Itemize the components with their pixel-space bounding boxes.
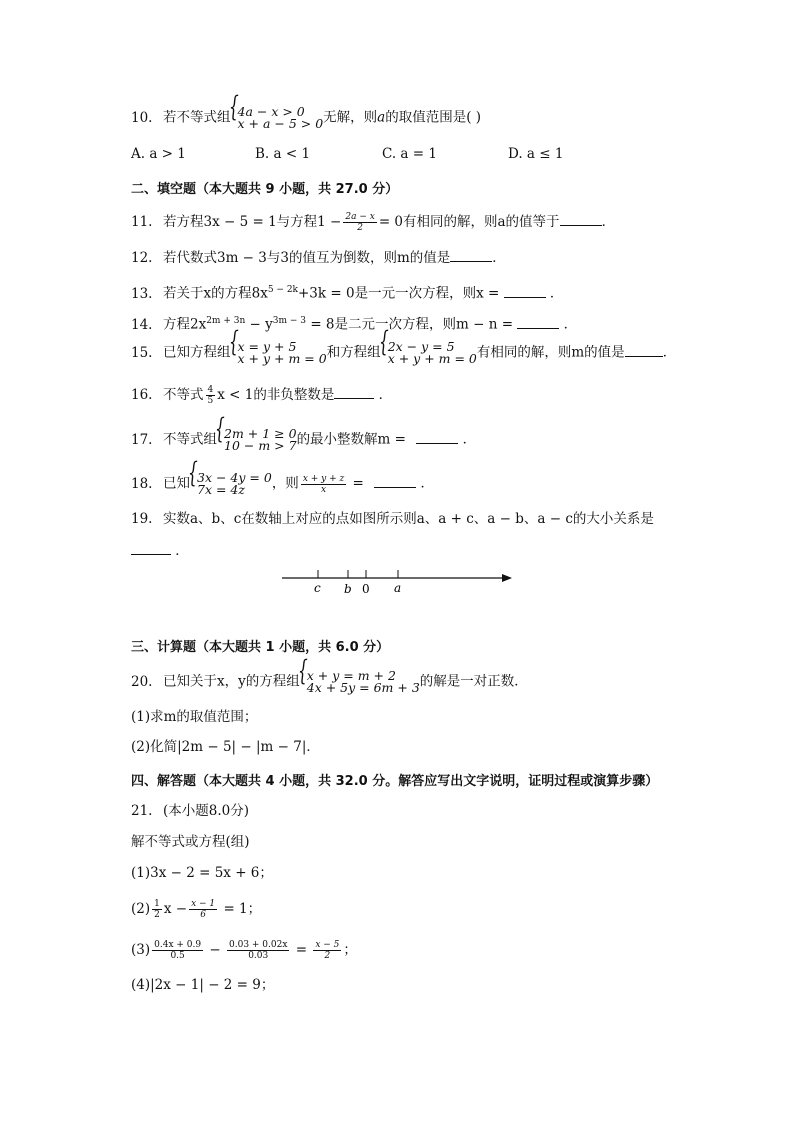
question-18: 18. 已知 { 3x − 4y = 0 7x = 4z ，则 $\frac{x + y + z}{x}$ = ． [131,472,434,496]
option-d: D. a ≤ 1 [508,146,564,162]
equation-system: { x + y = m + 2 4x + 5y = 6m + 3 [300,670,420,694]
answer-blank[interactable] [416,442,458,444]
question-21-part-3: (3) $\frac{0.4x + 0.9}{0.5}$ − $\frac{0.03 + 0.02x}{0.03}$ = $\frac{x - 5}{2}$ ； [131,940,357,961]
equation-system: { 3x − 4y = 0 7x = 4z [190,472,272,496]
question-20-part-1: (1)求m的取值范围； [131,709,258,725]
answer-blank[interactable] [450,260,492,262]
equation-system: { x = y + 5 x + y + m = 0 [231,341,327,365]
answer-blank[interactable] [560,224,602,226]
answer-blank[interactable] [334,397,374,399]
option-c: C. a = 1 [382,146,437,162]
question-17: 17. 不等式组 { 2m + 1 ≥ 0 10 − m > 7 的最小整数解m = ． [131,428,476,452]
label-0: 0 [362,582,370,596]
question-20: 20. 已知关于x，y的方程组 { x + y = m + 2 4x + 5y = 6m + 3 的解是一对正数． [131,670,528,694]
question-12: 12. 若代数式3m − 3与3的值互为倒数，则m的值是 ． [131,250,506,266]
question-21-part-2: (2) $\frac{1}{2}$ x − $\frac{x - 1}{6}$ = 1； [131,899,262,920]
label-c: c [314,581,321,595]
answer-blank[interactable] [504,296,546,298]
question-10: 10. 若不等式组 { 4a − x > 0 x + a − 5 > 0 无解，则a的取值范围是( ) [131,106,481,130]
equation-system: { 4a − x > 0 x + a − 5 > 0 [231,106,324,130]
question-number: 10. [131,109,153,126]
question-21-part-4: (4)|2x − 1| − 2 = 9； [131,977,275,993]
question-16: 16. 不等式 $\frac{4}{5}$ x < 1的非负整数是 ． [131,385,393,406]
equation-system: { 2m + 1 ≥ 0 10 − m > 7 [217,428,297,452]
question-21: 21. (本小题8.0分) [131,803,250,819]
question-11: 11. 若方程3x − 5 = 1与方程1 − $\frac{2a - x}{2}$ = 0有相同的解，则a的值等于 ． [131,212,616,233]
section-2-heading: 二、填空题（本大题共 9 小题，共 27.0 分） [131,182,399,197]
answer-blank[interactable] [517,327,559,329]
equation-system: { 2x − y = 5 x + y + m = 0 [381,341,477,365]
number-line [280,564,520,598]
question-13: 13. 若关于x的方程$8x^{5 - 2k}+3k = 0$是一元一次方程，则x = ． [131,285,564,302]
question-15: 15. 已知方程组 { x = y + 5 x + y + m = 0 和方程组 { 2x − y = 5 x + y + m = 0 有相同的解，则m的值是 ． [131,341,676,365]
answer-blank[interactable] [131,553,171,555]
option-a: A. a > 1 [131,146,186,162]
answer-blank[interactable] [625,355,663,357]
question-14: 14. 方程$2x^{2m + 3n} - y^{3m - 3} = 8$是二元一次方程，则m − n = ． [131,316,578,333]
question-21-intro: 解不等式或方程(组) [131,834,250,850]
section-4-heading: 四、解答题（本大题共 4 小题，共 32.0 分。解答应写出文字说明，证明过程或演算步骤） [131,774,659,789]
answer-blank[interactable] [374,486,416,488]
label-b: b [344,582,352,596]
question-21-part-1: (1)3x − 2 = 5x + 6； [131,865,273,881]
label-a: a [394,581,402,595]
question-19: 19. 实数a、b、c在数轴上对应的点如图所示则a、a + c、a − b、a − c的大小关系是 [131,511,654,527]
question-19-blank-line: ． [131,542,189,560]
option-b: B. a < 1 [255,146,311,162]
arrow-right-icon [502,574,512,582]
question-20-part-2: (2)化简|2m − 5| − |m − 7|． [131,739,320,755]
section-3-heading: 三、计算题（本大题共 1 小题，共 6.0 分） [131,640,390,655]
